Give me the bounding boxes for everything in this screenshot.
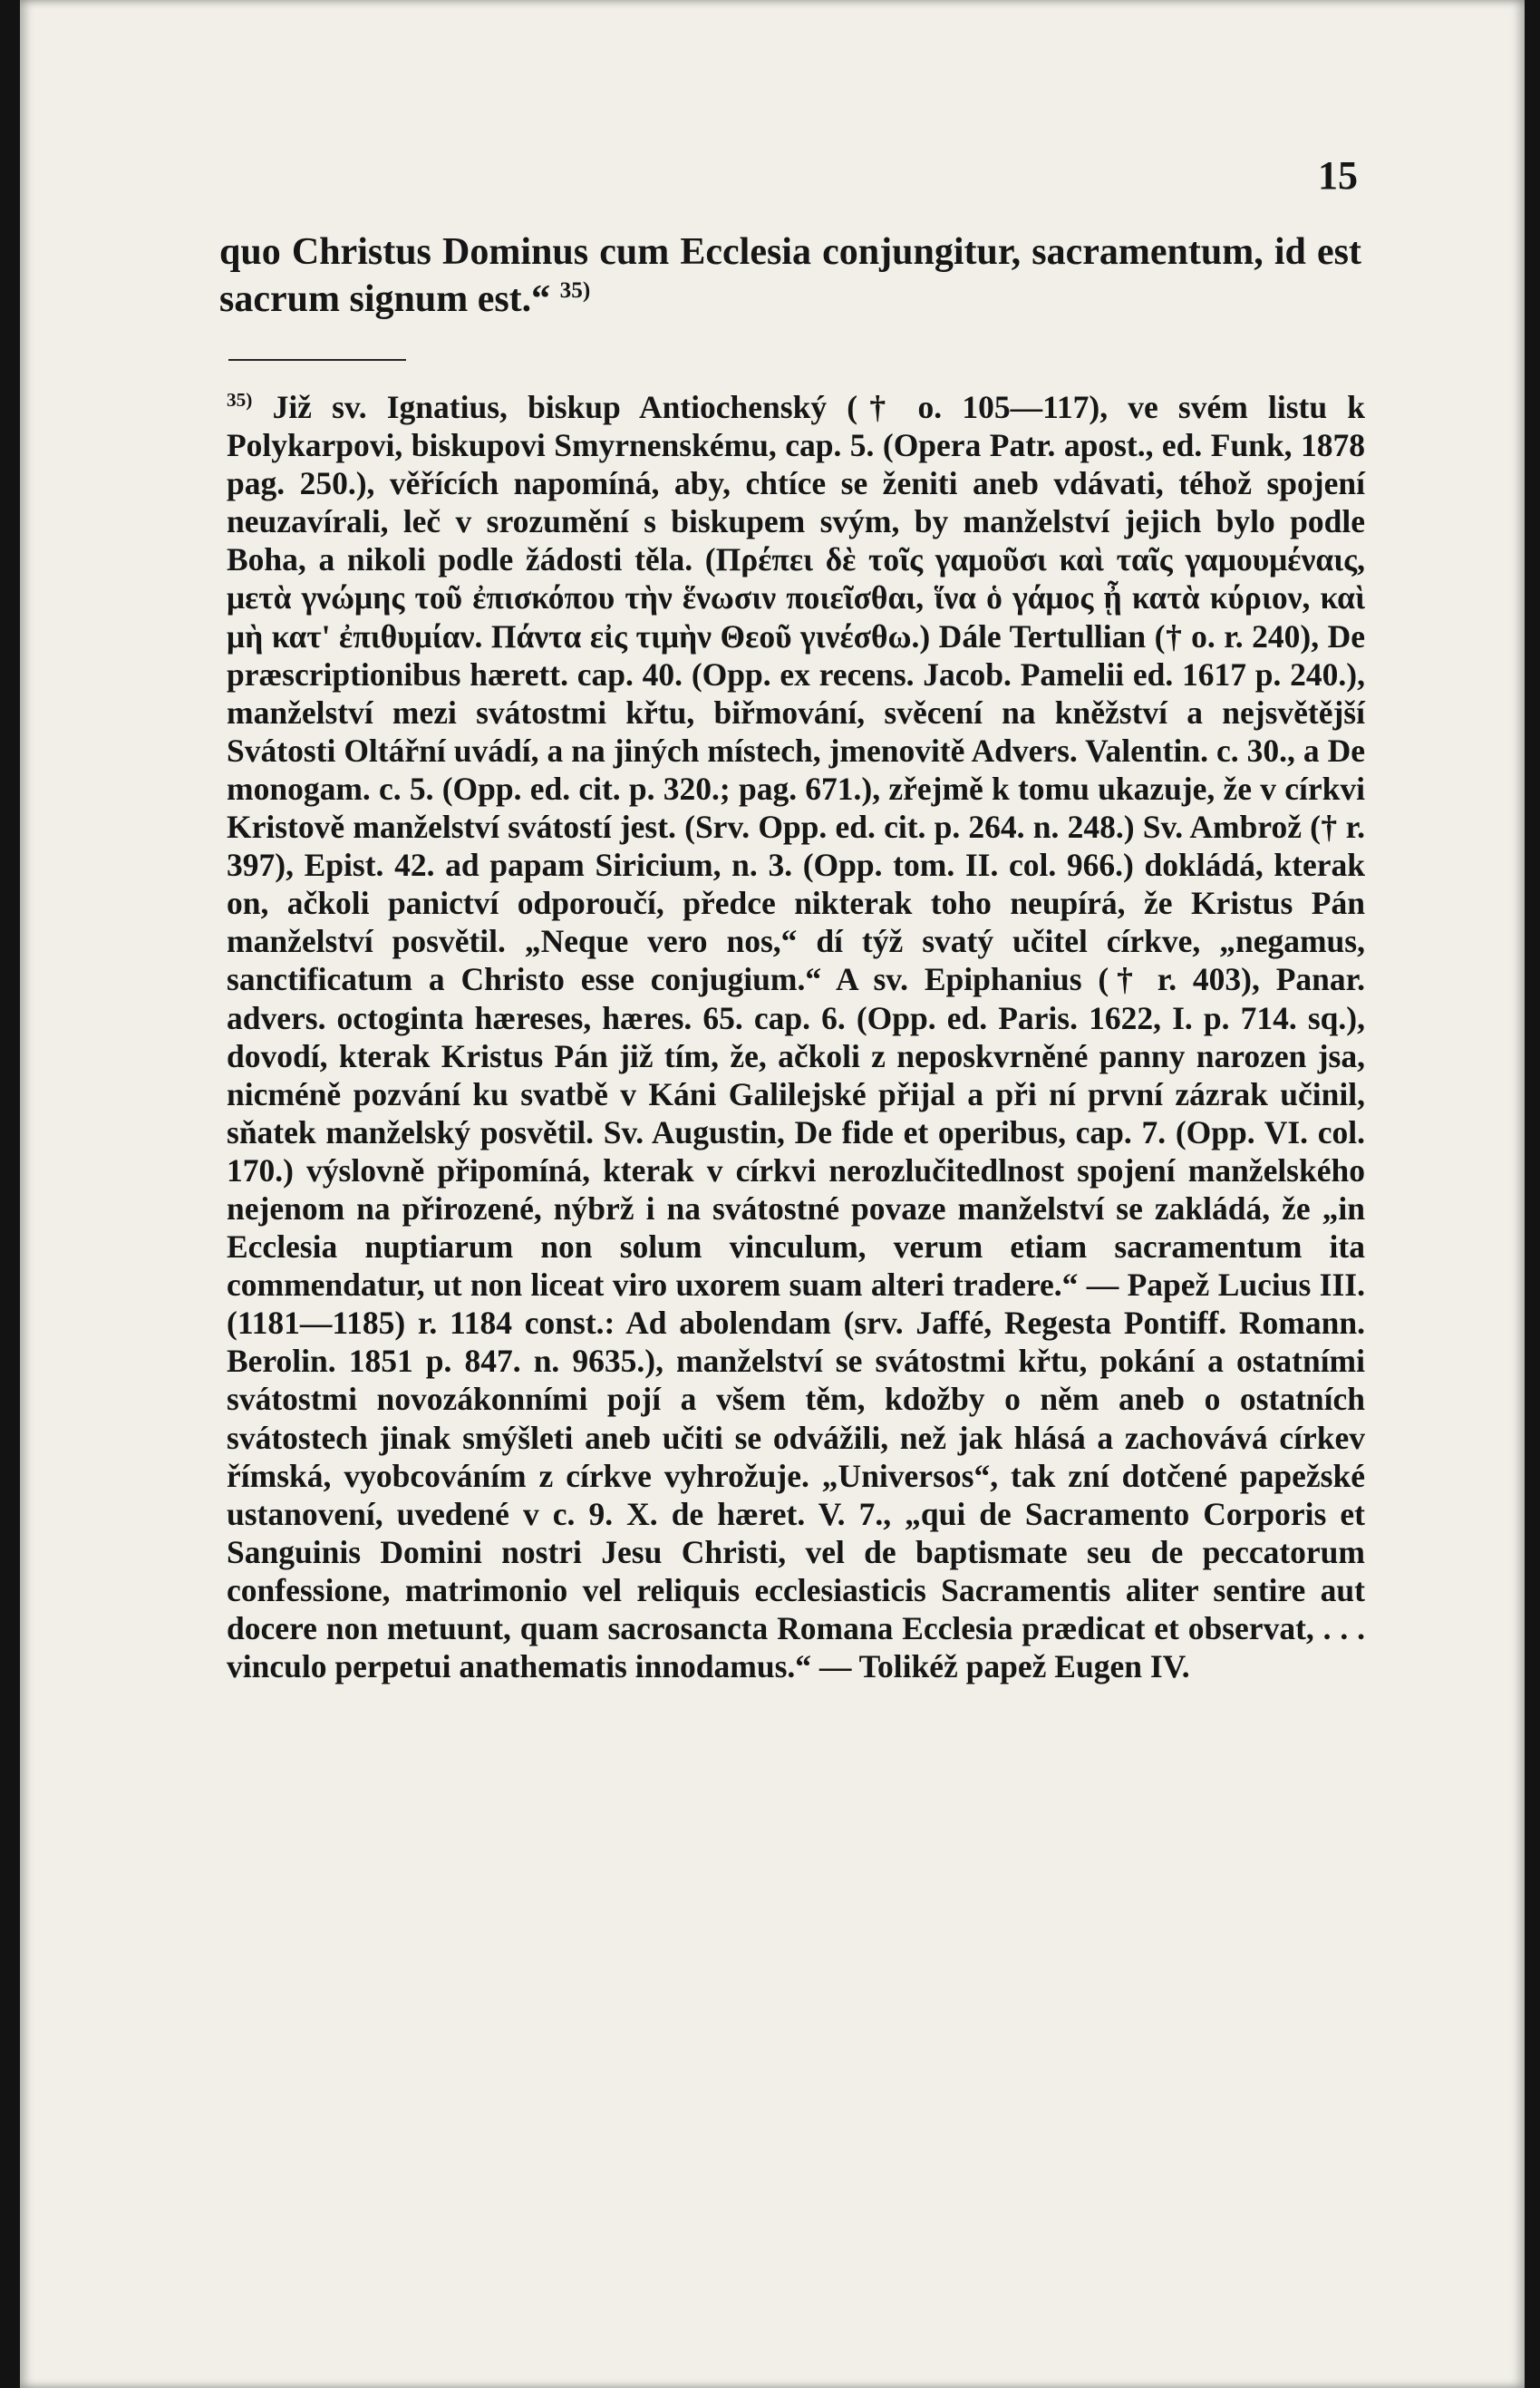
main-text-content: quo Christus Dominus cum Ecclesia conjungitur, sacramentum, id est sacrum signum est.“ (219, 231, 1361, 320)
footnote-text: Již sv. Ignatius, biskup Antiochenský († o. 105—117), ve svém listu k Polykarpovi, biskupovi Smyrnenskému, cap. 5. (Opera Patr. apost., ed. Funk, 1878 pag. 250.), věřících napomíná, aby, chtíce se ženiti aneb vdávati, téhož spojení neuzavírali, leč v srozumění s biskupem svým, by manželství jejich bylo podle Boha, a nikoli podle žádosti těla. (Πρέπει δὲ τοῖς γαμοῦσι καὶ ταῖς γαμουμέναις, μετὰ γνώμης τοῦ ἐπισκόπου τὴν ἕνωσιν ποιεῖσθαι, ἵνα ὁ γάμος ᾖ κατὰ κύριον, καὶ μὴ κατ' ἐπιθυμίαν. Πάντα εἰς τιμὴν Θεοῦ γινέσθω.) Dále Tertullian († o. r. 240), De præscriptionibus hærett. cap. 40. (Opp. ex recens. Jacob. Pamelii ed. 1617 p. 240.), manželství mezi svátostmi křtu, biřmování, svěcení na kněžství a nejsvětější Svátosti Oltářní uvádí, a na jiných místech, jmenovitě Advers. Valentin. c. 30., a De monogam. c. 5. (Opp. ed. cit. p. 320.; pag. 671.), zřejmě k tomu ukazuje, že v církvi Kristově manželství svátostí jest. (Srv. Opp. ed. cit. p. 264. n. 248.) Sv. Ambrož († r. 397), Epist. 42. ad papam Siricium, n. 3. (Opp. tom. II. col. 966.) dokládá, kterak on, ačkoli panictví odporoučí, předce nikterak toho neupírá, že Kristus Pán manželství posvětil. „Neque vero nos,“ dí týž svatý učitel církve, „negamus, sanctificatum a Christo esse conjugium.“ A sv. Epiphanius († r. 403), Panar. advers. octoginta hæreses, hæres. 65. cap. 6. (Opp. ed. Paris. 1622, I. p. 714. sq.), dovodí, kterak Kristus Pán již tím, že, ačkoli z neposkvrněné panny narozen jsa, nicméně pozvání ku svatbě v Káni Galilejské přijal a při ní první zázrak učinil, sňatek manželský posvětil. Sv. Augustin, De fide et operibus, cap. 7. (Opp. VI. col. 170.) výslovně připomíná, kterak v církvi nerozlučitedlnost spojení manželského nejenom na přirozené, nýbrž i na svátostné povaze manželství se zakládá, že „in Ecclesia nuptiarum non solum vinculum, verum etiam sacramentum ita commendatur, ut non liceat viro uxorem suam alteri tradere.“ — Papež Lucius III. (1181—1185) r. 1184 const.: Ad abolendam (srv. Jaffé, Regesta Pontiff. Romann. Berolin. 1851 p. 847. n. 9635.), manželství se svátostmi křtu, pokání a ostatními svátostmi novozákonními pojí a všem těm, kdožby o něm aneb o ostatních svátostech jinak smýšleti aneb učiti se odvážili, než jak hlásá a zachovává církev římská, vyobcováním z církve vyhrožuje. „Universos“, tak zní dotčené papežské ustanovení, uvedené v c. 9. X. de hæret. V. 7., „qui de Sacramento Corporis et Sanguinis Domini nostri Jesu Christi, vel de baptismate seu de peccatorum confessione, matrimonio vel reliquis ecclesiasticis Sacramentis aliter sentire aut docere non metuunt, quam sacrosancta Romana Ecclesia prædicat et observat, . . . vinculo perpetui anathematis innodamus.“ — Tolikéž papež Eugen IV. (227, 389, 1366, 1685)
main-text (219, 228, 1361, 323)
footnote (227, 388, 1365, 1685)
footnote-paragraph (227, 388, 1365, 1685)
footnote-separator (228, 359, 406, 361)
footnote-marker: 35) (227, 389, 253, 412)
page-number: 15 (1318, 153, 1358, 198)
footnote-reference: 35) (559, 278, 591, 303)
book-page (20, 0, 1525, 2388)
